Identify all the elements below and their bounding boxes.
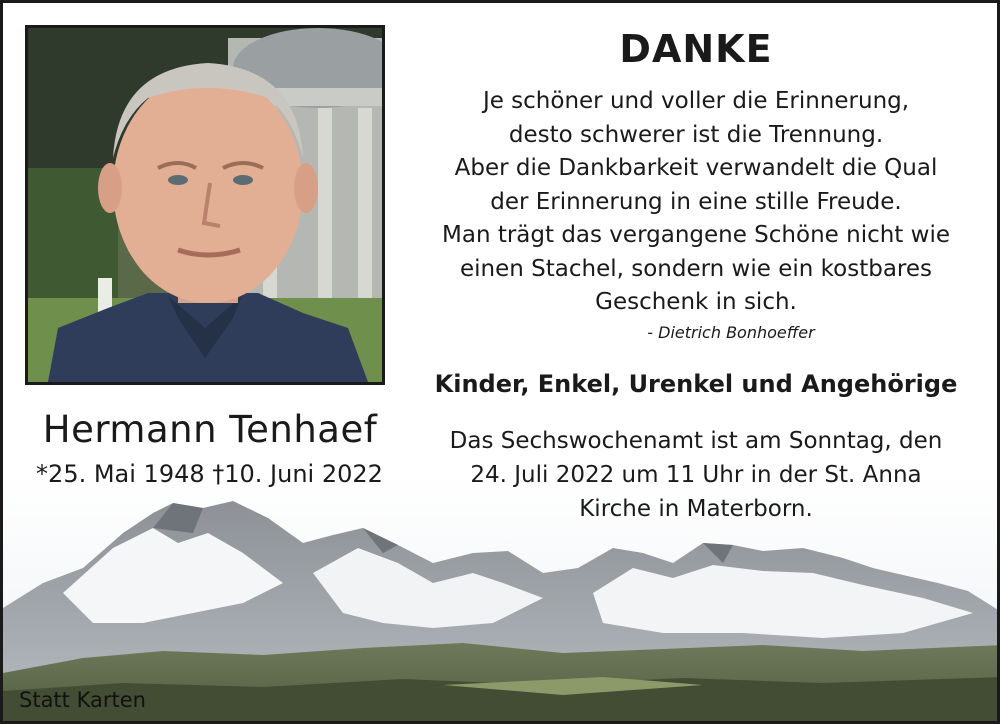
quote-author: - Dietrich Bonhoeffer	[647, 322, 815, 342]
deceased-name: Hermann Tenhaef	[42, 408, 378, 451]
portrait-photo	[25, 25, 385, 385]
life-dates: *25. Mai 1948 †10. Juni 2022	[36, 460, 383, 488]
footer-statt-karten: Statt Karten	[19, 688, 146, 712]
notice-line: Das Sechswochenamt ist am Sonntag, den	[449, 427, 943, 454]
notice-line: Kirche in Materborn.	[579, 495, 813, 522]
family-signature: Kinder, Enkel, Urenkel und Angehörige	[434, 369, 958, 398]
quote-line: Aber die Dankbarkeit verwandelt die Qual	[454, 155, 938, 181]
portrait-image	[28, 28, 382, 382]
quote-line: der Erinnerung in eine stille Freude.	[490, 188, 902, 215]
quote-line: Je schöner und voller die Erinnerung,	[482, 88, 910, 114]
heading-danke: DANKE	[619, 27, 773, 71]
quote-line: Geschenk in sich.	[595, 289, 797, 315]
quote-line: Man trägt das vergangene Schöne nicht wie	[442, 222, 950, 248]
quote-block	[405, 85, 987, 320]
quote-line: einen Stachel, sondern wie ein kostbares	[459, 255, 933, 282]
text-column	[405, 25, 987, 526]
memorial-notice	[405, 424, 987, 526]
quote-line: desto schwerer ist die Trennung.	[508, 121, 884, 148]
notice-line: 24. Juli 2022 um 11 Uhr in der St. Anna	[470, 461, 922, 488]
